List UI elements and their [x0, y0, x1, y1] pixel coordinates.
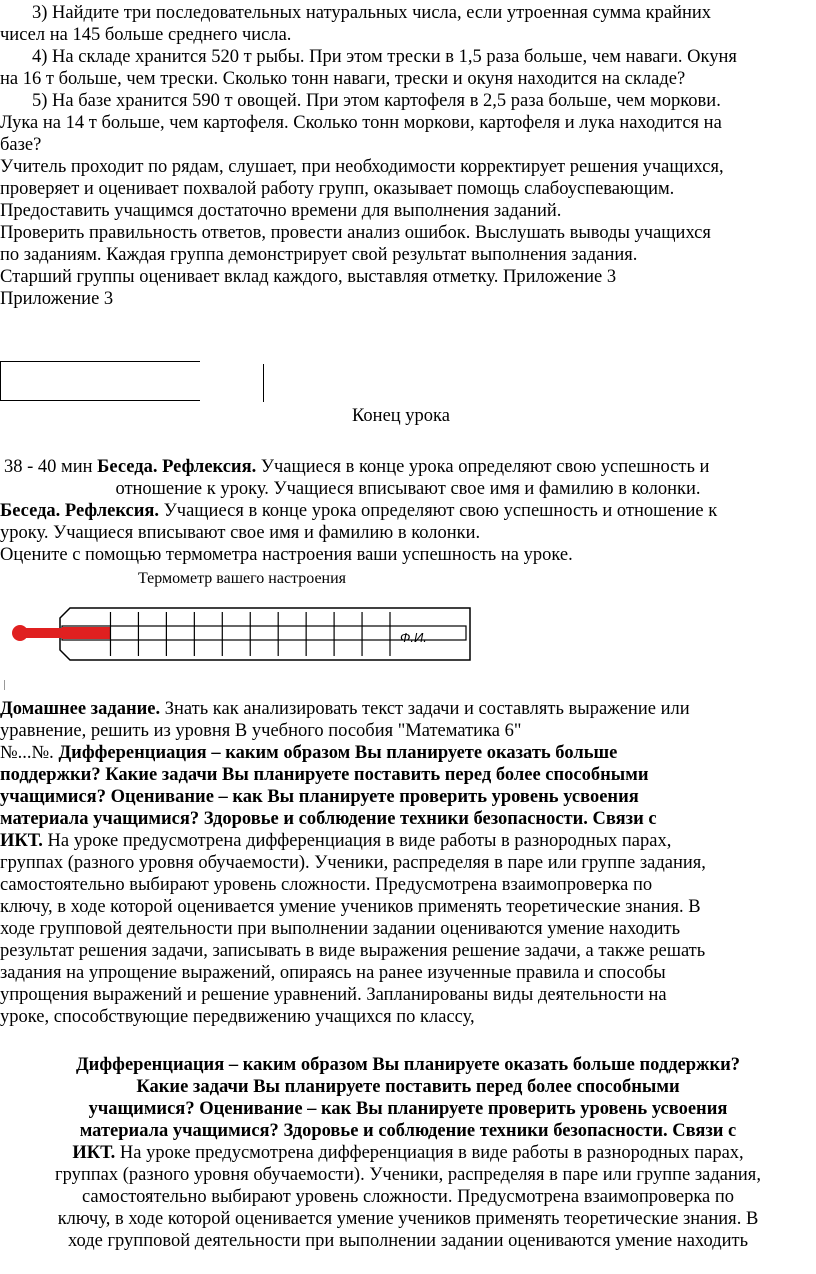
table-border-divider [263, 364, 264, 402]
homework-line-10: ключу, в ходе которой оценивается умение учеников применять теоретические знания. В [0, 897, 701, 917]
teacher-line-2: проверяет и оценивает похвалой работу групп, оказывает помощь слабоуспевающим. [0, 179, 675, 199]
reflection-block [0, 456, 816, 566]
appendix-ref: Приложение 3 [0, 289, 114, 309]
centered-text-7a: самостоятельно выбирают уровень сложности. [81, 1187, 453, 1207]
mood-thermometer [0, 590, 480, 680]
task-3-line-2: чисел на 145 больше среднего числа. [0, 25, 292, 45]
homework-line-11: ходе групповой деятельности при выполнении задании оцениваются умение находить [0, 919, 681, 939]
reflection-title: Беседа. Рефлексия. [97, 457, 257, 477]
homework-text-7a: ИКТ. [0, 831, 43, 851]
homework-line-6 [0, 808, 816, 830]
reflection-text-a: Учащиеся в конце урока определяют свою успешность и [256, 457, 710, 477]
task-5-line-1: 5) На базе хранится 590 т овощей. При этом картофеля в 2,5 раза больше, чем моркови. [32, 91, 721, 111]
homework-title: Домашнее задание. [0, 699, 161, 719]
centered-text-5a: ИКТ. [72, 1143, 116, 1163]
centered-text-1: Дифференциация – каким образом Вы планируете оказать больше поддержки? [75, 1055, 741, 1075]
homework-text-9a: самостоятельно выбирают уровень сложности. [0, 875, 371, 895]
centered-text-3a: учащимися? [88, 1099, 195, 1119]
teacher-line-5: по заданиям. Каждая группа демонстрирует свой результат выполнения задания. [0, 245, 638, 265]
teacher-line-4: Проверить правильность ответов, провести анализ ошибок. Выслушать выводы учащихся [0, 223, 711, 243]
reflection-title-2: Беседа. Рефлексия. [0, 501, 160, 521]
end-of-lesson: Конец урока [352, 406, 450, 426]
centered-text-3b: Оценивание – как Вы планируете проверить уровень усвоения [194, 1099, 728, 1119]
reflection-text2-a: Учащиеся в конце урока определяют свою успешность и отношение к [159, 501, 718, 521]
homework-text-14b: Запланированы виды деятельности на [361, 985, 667, 1005]
reflection-line-3 [0, 500, 816, 522]
homework-text-1: Знать как анализировать текст задачи и составлять выражение или [160, 699, 690, 719]
centered-line-2: Какие задачи Вы планируете поставить перед более способными [136, 1077, 680, 1097]
table-border-bottom [0, 400, 200, 401]
centered-line-6: группах (разного уровня обучаемости). Ученики, распределяя в паре или группе задания, [55, 1165, 761, 1185]
centered-text-7b: Предусмотрена взаимопроверка по [457, 1187, 735, 1207]
homework-line-2: уравнение, решить из уровня В учебного пособия "Математика 6" [0, 721, 522, 741]
homework-line-4: поддержки? Какие задачи Вы планируете поставить перед более способными [0, 765, 649, 785]
task-block [0, 2, 816, 310]
task-3-line-1: 3) Найдите три последовательных натуральных числа, если утроенная сумма крайних [32, 3, 712, 23]
centered-line-9: ходе групповой деятельности при выполнении задании оцениваются умение находить [67, 1231, 749, 1251]
thermometer-mercury [20, 627, 110, 639]
teacher-line-3: Предоставить учащимся достаточно времени для выполнения заданий. [0, 201, 562, 221]
reflection-line-4: уроку. Учащиеся вписывают свое имя и фамилию в колонки. [0, 523, 481, 543]
centered-text-5b: На уроке предусмотрена дифференциация в виде работы в разнородных парах, [119, 1143, 744, 1163]
centered-line-4 [0, 1120, 816, 1142]
homework-line-14 [0, 984, 816, 1006]
table-border-top [0, 361, 200, 362]
homework-text-5a: учащимися? [0, 787, 106, 807]
homework-text-14a: упрощения выражений и решение уравнений. [0, 985, 362, 1005]
centered-line-8: ключу, в ходе которой оценивается умение учеников применять теоретические знания. В [57, 1209, 759, 1229]
thermometer-title: Термометр вашего настроения [138, 570, 347, 587]
appendix-ref-inline: Приложение 3 [498, 267, 617, 287]
teacher-line-1: Учитель проходит по рядам, слушает, при необходимости корректирует решения учащихся, [0, 157, 724, 177]
table-border-left [0, 361, 1, 401]
teacher-line-6 [0, 266, 816, 288]
task-4-line-1: 4) На складе хранится 520 т рыбы. При этом трески в 1,5 раза больше, чем наваги. Окуня [32, 47, 737, 67]
homework-text-6b: Здоровье и соблюдение техники безопасности. Связи с [199, 809, 657, 829]
reflection-time: 38 - 40 мин [4, 457, 93, 477]
centered-line-5 [0, 1142, 816, 1164]
centered-line-3 [0, 1098, 816, 1120]
homework-block [0, 698, 816, 1028]
homework-text-6a: материала учащимися? [0, 809, 200, 829]
task-5-line-2: Лука на 14 т больше, чем картофеля. Сколько тонн моркови, картофеля и лука находится на [0, 113, 722, 133]
homework-line-3 [0, 742, 816, 764]
homework-text-9b: Предусмотрена взаимопроверка по [375, 875, 653, 895]
reflection-prompt: Оцените с помощью термометра настроения ваши успешность на уроке. [0, 545, 573, 565]
centered-line-7 [0, 1186, 816, 1208]
homework-line-8: группах (разного уровня обучаемости). Ученики, распределяя в паре или группе задания, [0, 853, 706, 873]
homework-line-7 [0, 830, 816, 852]
homework-number: №...№. [0, 743, 54, 763]
homework-line-12: результат решения задачи, записывать в виде выражения решение задачи, а также решать [0, 941, 706, 961]
centered-block [0, 1054, 816, 1252]
thermometer-name-label: Ф.И. [400, 630, 427, 645]
homework-line-9 [0, 874, 816, 896]
centered-text-4a: материала учащимися? [79, 1121, 279, 1141]
centered-text-4b: Здоровье и соблюдение техники безопасности. Связи с [278, 1121, 737, 1141]
task-5-line-3: базе? [0, 135, 42, 155]
cursor-mark [4, 680, 5, 690]
homework-text-7b: На уроке предусмотрена дифференциация в виде работы в разнородных парах, [47, 831, 672, 851]
reflection-line-2: отношение к уроку. Учащиеся вписывают свое имя и фамилию в колонки. [115, 479, 701, 499]
task-4-line-2: на 16 т больше, чем трески. Сколько тонн наваги, трески и окуня находится на складе? [0, 69, 686, 89]
homework-line-15: уроке, способствующие передвижению учащихся по классу, [0, 1007, 475, 1027]
teacher-line-6-text: Старший группы оценивает вклад каждого, выставляя отметку. [0, 267, 499, 287]
differentiation-heading: Дифференциация – каким образом Вы планируете оказать больше [58, 743, 618, 763]
centered-line-1 [0, 1054, 816, 1076]
homework-text-5b: Оценивание – как Вы планируете проверить уровень усвоения [105, 787, 639, 807]
homework-line-1 [0, 698, 816, 720]
homework-line-5 [0, 786, 816, 808]
homework-line-13: задания на упрощение выражений, опираясь на ранее изученные правила и способы [0, 963, 666, 983]
reflection-line-1 [0, 456, 816, 478]
thermometer-columns [110, 612, 390, 656]
